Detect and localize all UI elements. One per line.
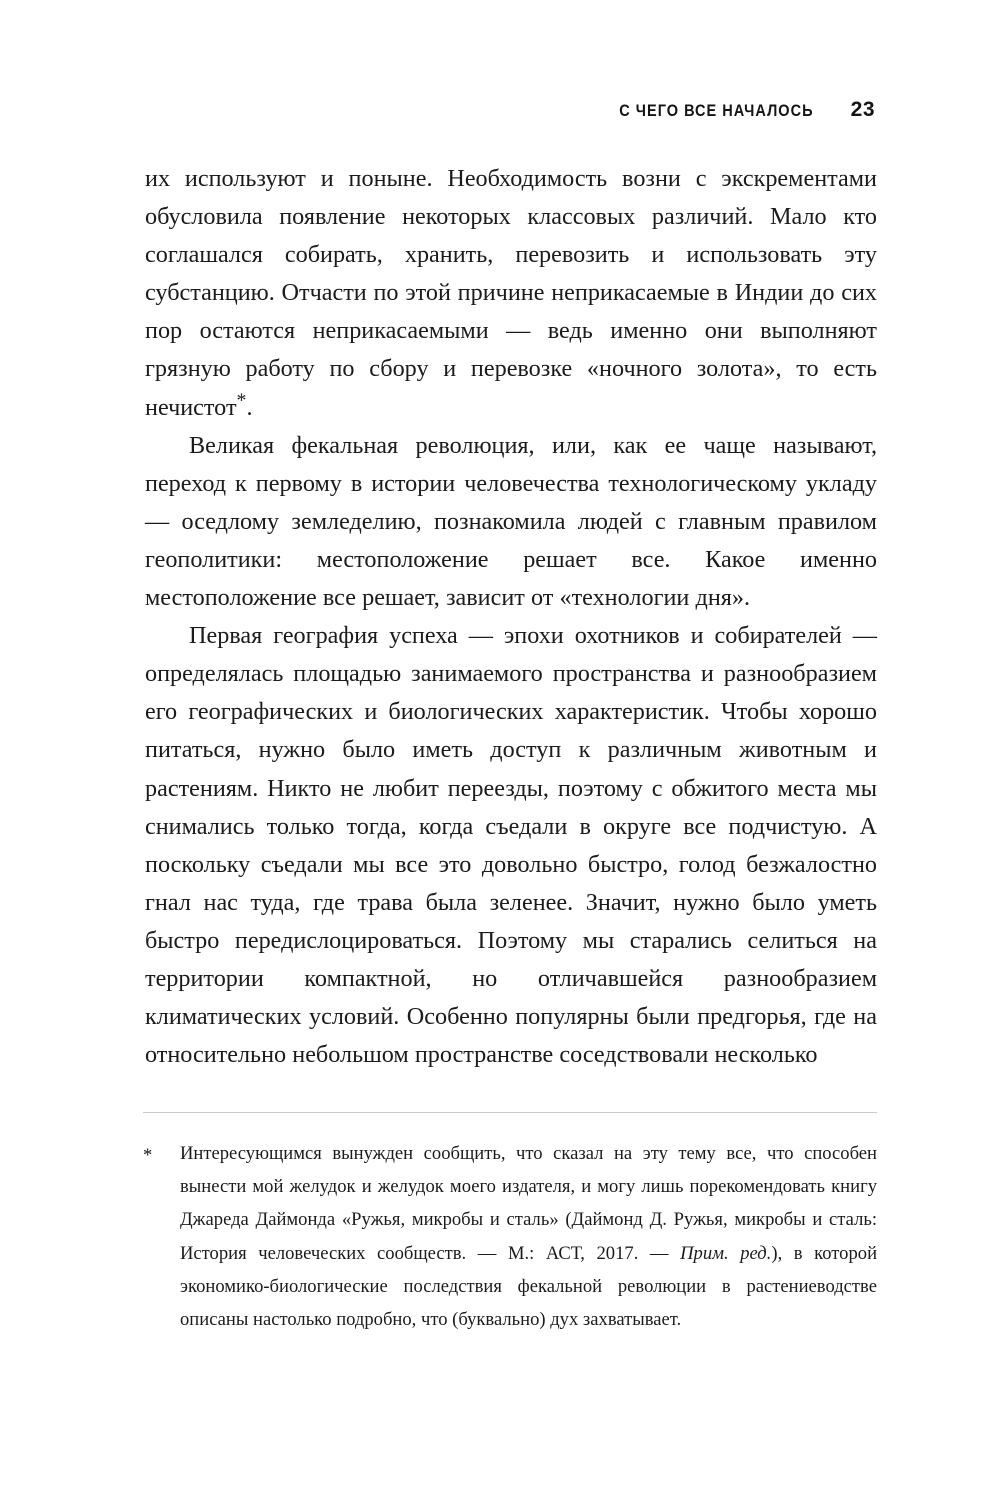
paragraph-3: Первая география успеха — эпохи охотников и собирателей — определялась площадью занимаемого пространства и разнообразием его географических и биологических характеристик. Чтобы хорошо питаться, нужно было иметь доступ к различным животным и растениям. Никто не любит переезды, поэтому с обжитого места мы снимались только тогда, когда съедали в округе все подчистую. А поскольку съедали мы все это довольно быстро, голод безжалостно гнал нас туда, где трава была зеленее. Значит, нужно было уметь быстро передислоцироваться. Поэтому мы старались селиться на территории компактной, но отличавшейся разнообразием климатических условий. Особенно популярны были предгорья, где на относительно небольшом пространстве соседствовали несколько: [145, 622, 877, 1069]
page-number: 23: [850, 98, 875, 121]
footnote-entry: [143, 1137, 877, 1336]
footnote-text-part-1: Интересующимся вынужден сообщить, что сказал на эту тему все, что способен вынести мой желудок и желудок моего издателя, и могу лишь порекомендовать книгу Джареда Даймонда «Ружья, микробы и сталь» (Даймонд Д. Ружья, микробы и сталь: История человеческих сообществ. — М.: АСТ, 2017. —: [180, 1143, 877, 1264]
running-head-chapter-title: С ЧЕГО ВСЕ НАЧАЛОСЬ: [619, 102, 814, 120]
footnote-reference-marker[interactable]: *: [236, 389, 247, 412]
footnote-marker: *: [143, 1145, 153, 1166]
paragraph-1: [145, 160, 877, 427]
body-text-column: [145, 160, 877, 1074]
running-head: [606, 98, 875, 122]
footnote-text: [180, 1137, 877, 1336]
footnote-separator-rule: [143, 1112, 877, 1113]
footnote-editor-note-italic: Прим. ред.: [680, 1242, 772, 1264]
paragraph-1-text: их используют и поныне. Необходимость возни с экскрементами обусловила появление некоторых классовых различий. Мало кто соглашался собирать, хранить, перевозить и использовать эту субстанцию. Отчасти по этой причине неприкасаемые в Индии до сих пор остаются неприкасаемыми — ведь именно они выполняют грязную работу по сбору и перевозке «ночного золота», то есть нечистот: [145, 165, 877, 421]
paragraph-2: Великая фекальная революция, или, как ее чаще называют, переход к первому в истории человечества технологическому укладу — оседлому земледелию, познакомила людей с главным правилом геополитики: местоположение решает все. Какое именно местоположение все решает, зависит от «технологии дня».: [145, 431, 877, 612]
footnote-block: [143, 1112, 877, 1336]
paragraph-1-text-tail: .: [246, 393, 253, 421]
footnote-text-part-2: ), в которой экономико-биологические последствия фекальной революции в растениеводстве описаны настолько подробно, что (буквально) дух захватывает.: [180, 1242, 878, 1331]
